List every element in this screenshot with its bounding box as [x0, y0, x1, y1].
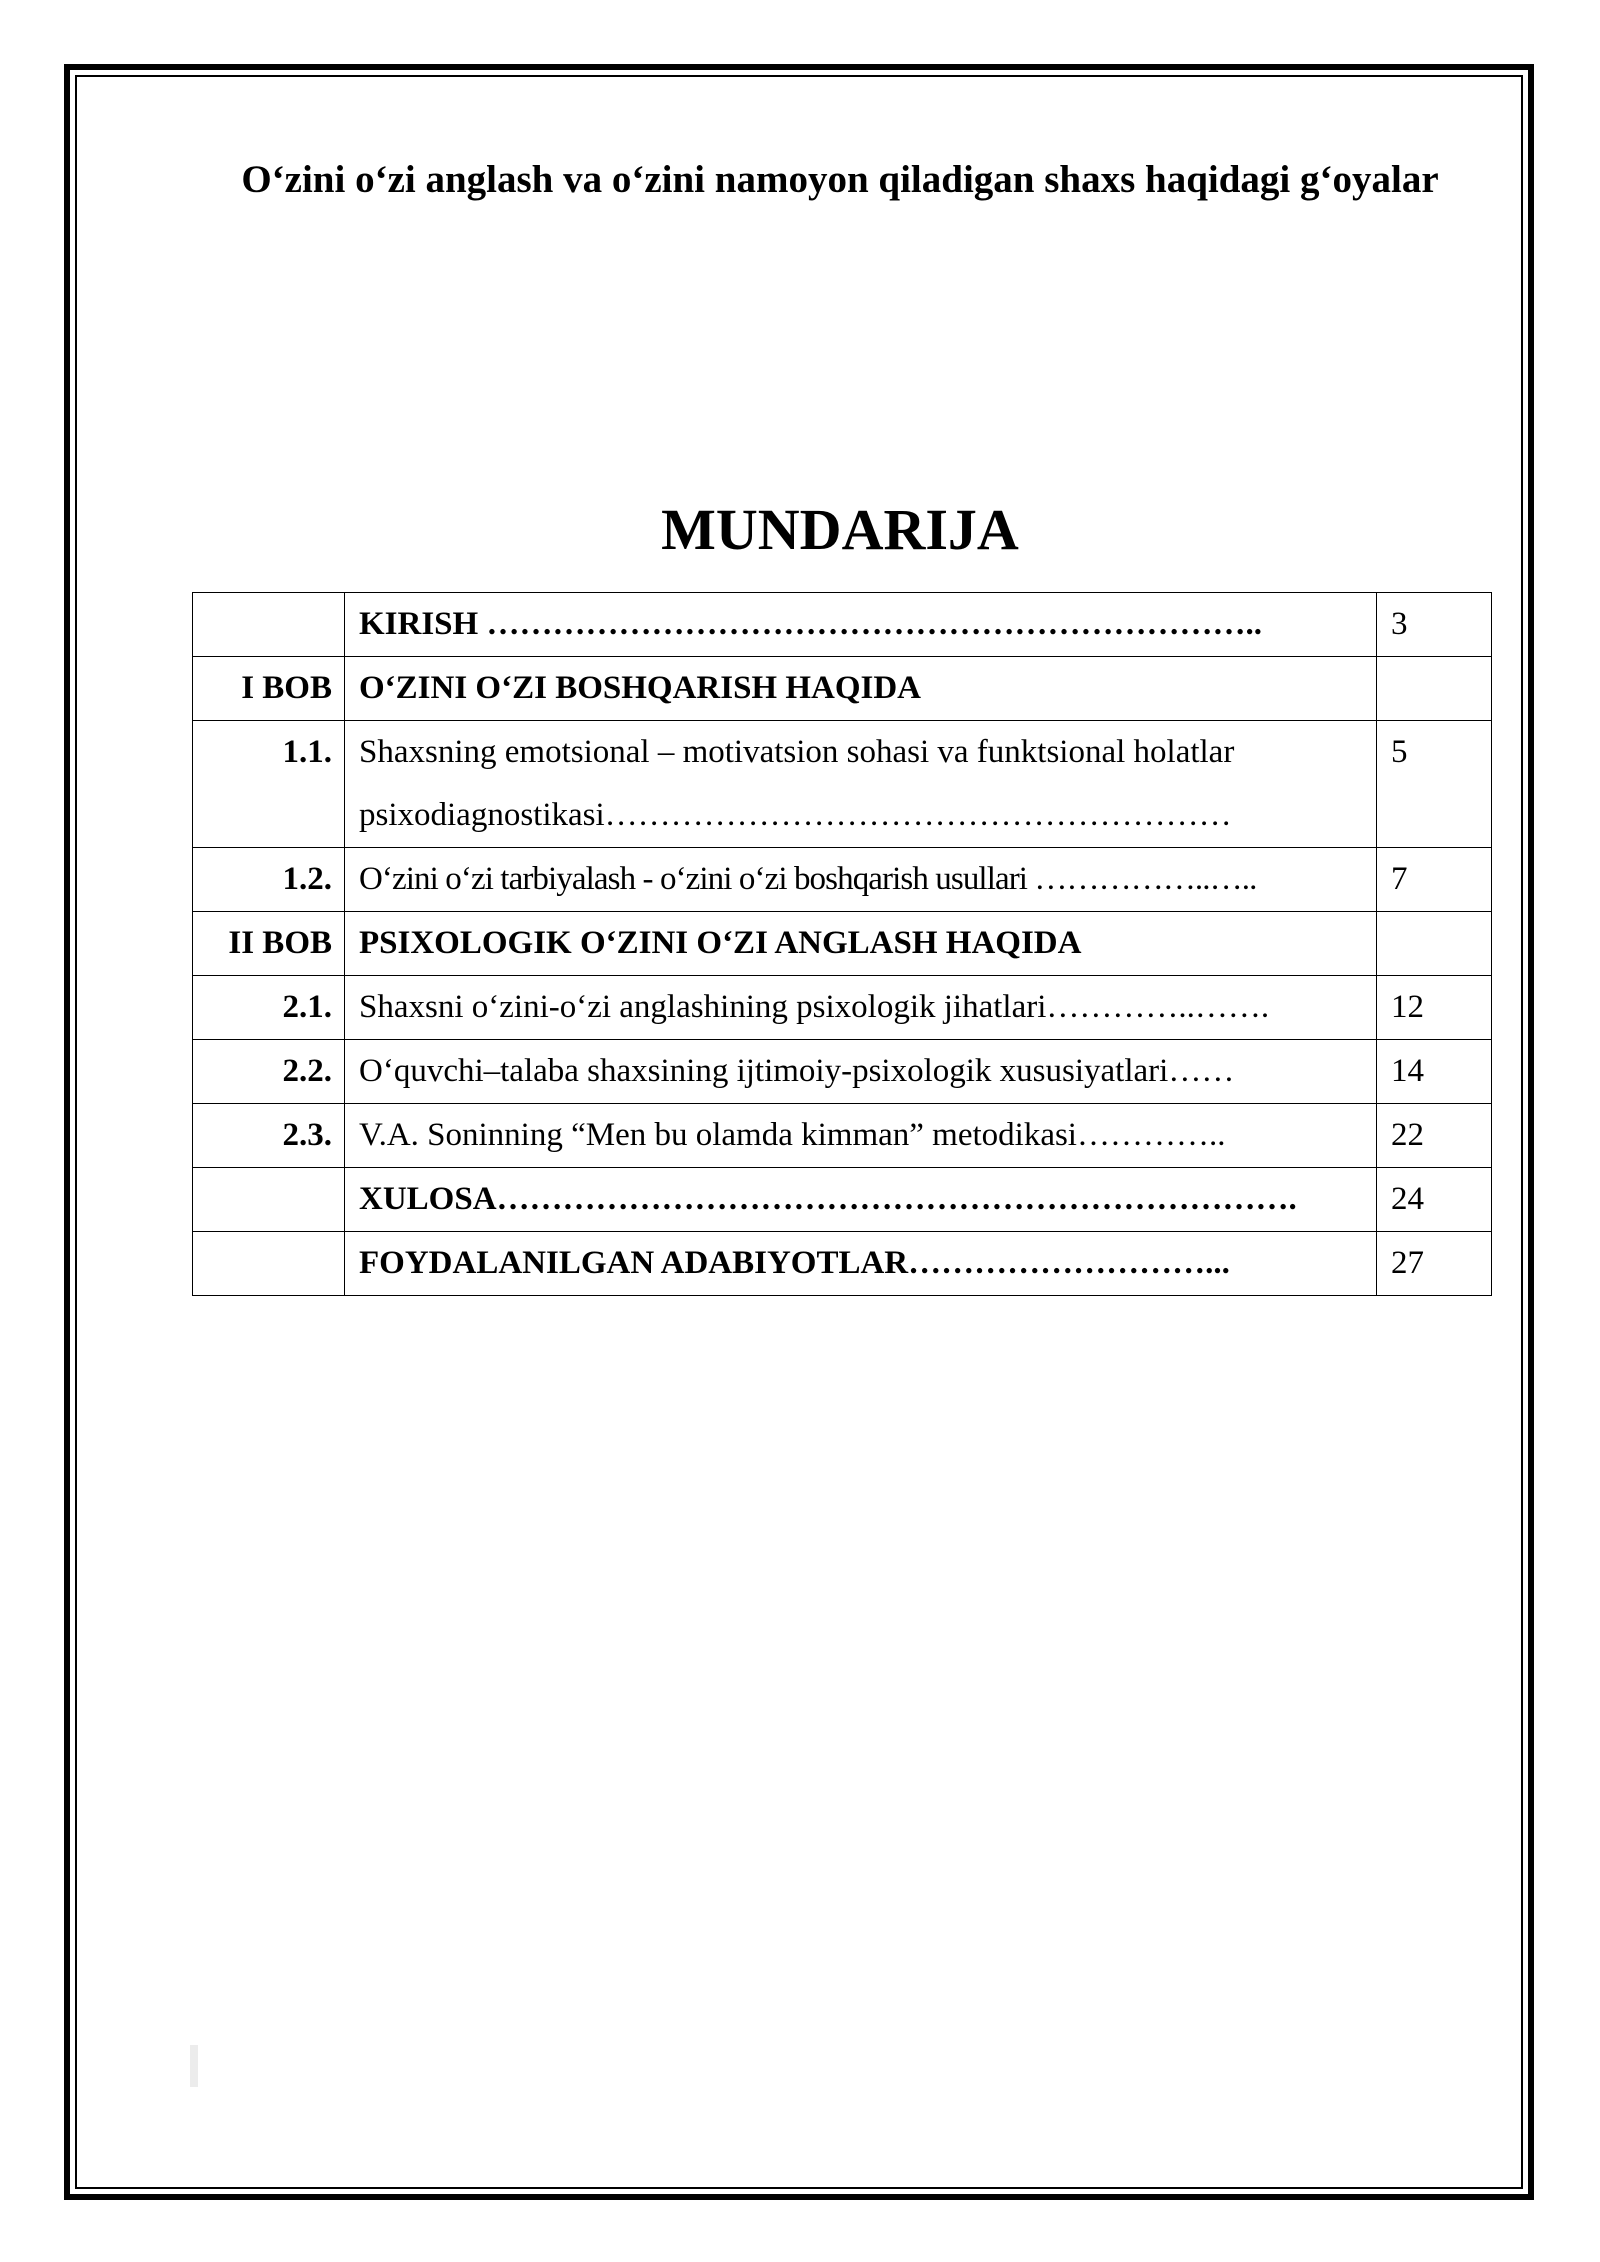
toc-title: FOYDALANILGAN ADABIYOTLAR………………………... — [345, 1232, 1377, 1296]
toc-number — [193, 593, 345, 657]
toc-page: 27 — [1377, 1232, 1492, 1296]
table-of-contents — [192, 592, 1492, 1296]
toc-page — [1377, 657, 1492, 721]
toc-title: PSIXOLOGIK O‘ZINI O‘ZI ANGLASH HAQIDA — [345, 912, 1377, 976]
toc-row-chapter-1 — [193, 657, 1492, 721]
toc-row-references — [193, 1232, 1492, 1296]
toc-number: 2.3. — [193, 1104, 345, 1168]
toc-title: Shaxsni o‘zini-o‘zi anglashining psixologik jihatlari…………..……. — [345, 976, 1377, 1040]
toc-page: 5 — [1377, 721, 1492, 848]
toc-row-1-2 — [193, 848, 1492, 912]
toc-number: I BOB — [193, 657, 345, 721]
toc-title-line: Shaxsning emotsional – motivatsion sohasi va funktsional holatlar — [359, 734, 1235, 770]
toc-number: 1.1. — [193, 721, 345, 848]
toc-number: 2.2. — [193, 1040, 345, 1104]
toc-page: 3 — [1377, 593, 1492, 657]
toc-row-chapter-2 — [193, 912, 1492, 976]
toc-page: 7 — [1377, 848, 1492, 912]
toc-title: KIRISH …………………………………………………………….. — [345, 593, 1377, 657]
toc-page: 22 — [1377, 1104, 1492, 1168]
toc-page: 24 — [1377, 1168, 1492, 1232]
toc-row-2-1 — [193, 976, 1492, 1040]
toc-page: 14 — [1377, 1040, 1492, 1104]
toc-row-kirish — [193, 593, 1492, 657]
scan-mark — [190, 2045, 198, 2087]
document-title: O‘zini o‘zi anglash va o‘zini namoyon qiladigan shaxs haqidagi g‘oyalar — [241, 158, 1439, 201]
toc-title: O‘quvchi–talaba shaxsining ijtimoiy-psixologik xususiyatlari…… — [345, 1040, 1377, 1104]
toc-number: 2.1. — [193, 976, 345, 1040]
toc-title: O‘ZINI O‘ZI BOSHQARISH HAQIDA — [345, 657, 1377, 721]
toc-title: O‘zini o‘zi tarbiyalash - o‘zini o‘zi boshqarish usullari ……………..….. — [345, 848, 1377, 912]
toc-number — [193, 1168, 345, 1232]
toc-title: XULOSA………………………………………………………………. — [345, 1168, 1377, 1232]
toc-row-2-2 — [193, 1040, 1492, 1104]
toc-row-2-3 — [193, 1104, 1492, 1168]
toc-number: 1.2. — [193, 848, 345, 912]
toc-number: II BOB — [193, 912, 345, 976]
toc-row-xulosa — [193, 1168, 1492, 1232]
toc-title: V.A. Soninning “Men bu olamda kimman” metodikasi………….. — [345, 1104, 1377, 1168]
toc-number — [193, 1232, 345, 1296]
toc-heading: MUNDARIJA — [661, 497, 1019, 562]
toc-title — [345, 721, 1377, 848]
toc-row-1-1 — [193, 721, 1492, 848]
toc-title-line: psixodiagnostikasi………………………………………………… — [359, 797, 1232, 833]
toc-page: 12 — [1377, 976, 1492, 1040]
toc-page — [1377, 912, 1492, 976]
